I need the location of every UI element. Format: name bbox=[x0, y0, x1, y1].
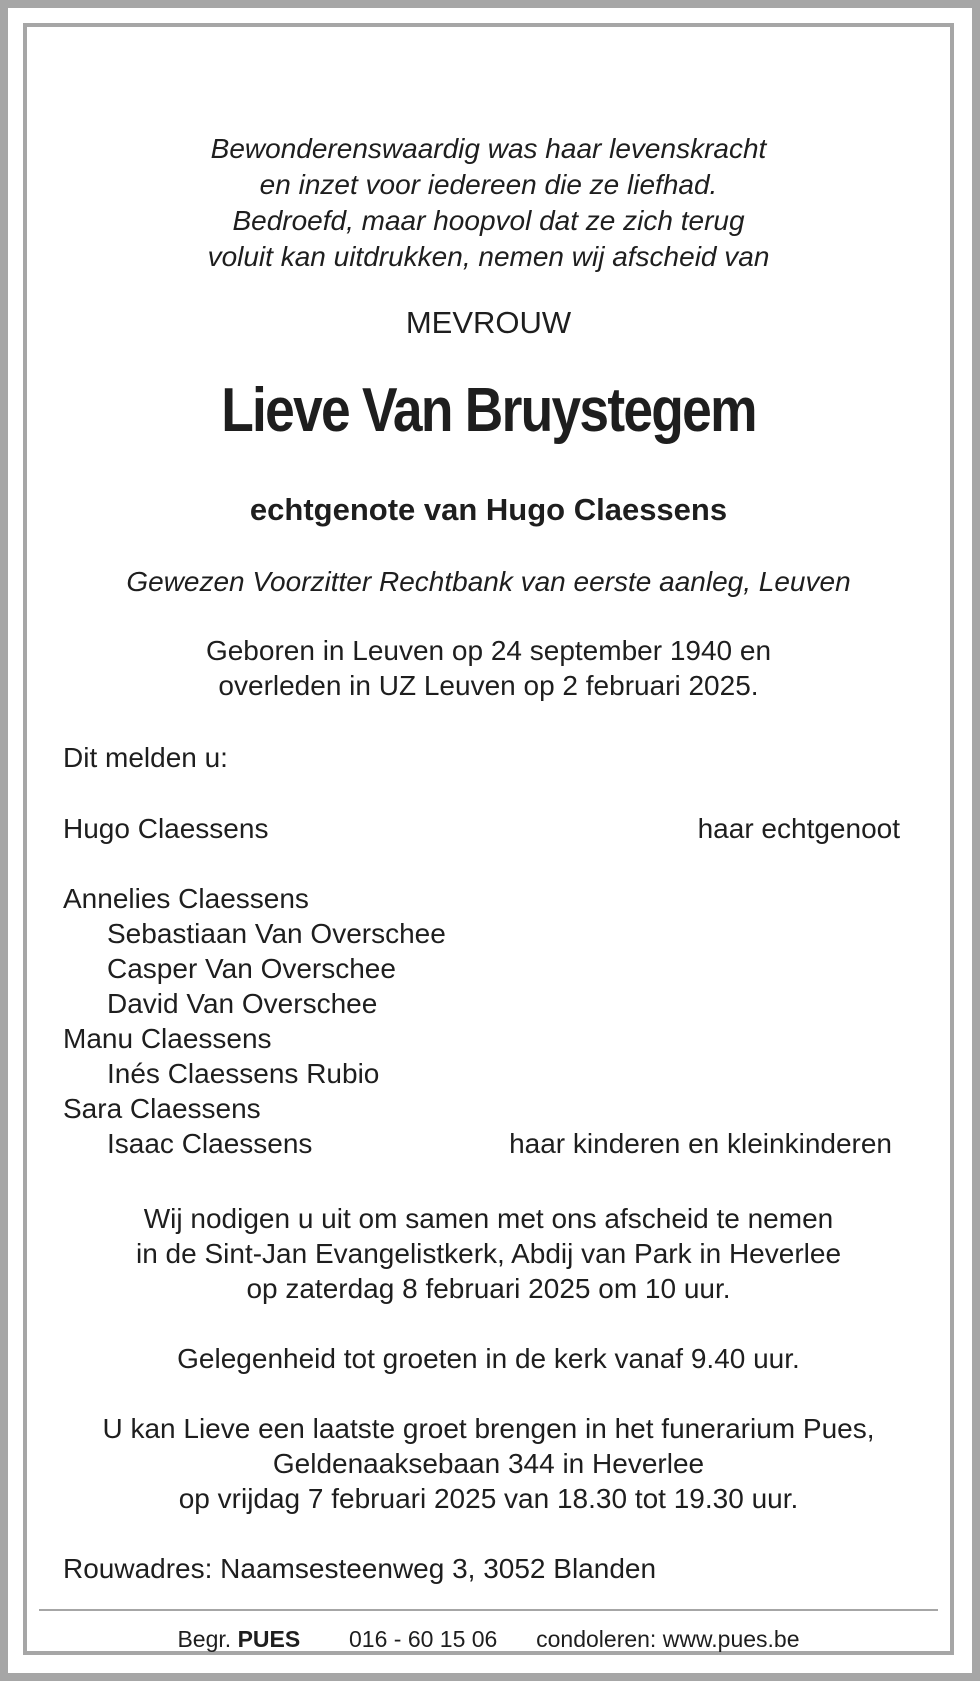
occupation: Gewezen Voorzitter Rechtbank van eerste aanleg, Leuven bbox=[126, 566, 851, 597]
intro-poem bbox=[27, 131, 950, 275]
family-member: Inés Claessens Rubio bbox=[107, 1058, 380, 1089]
page-background bbox=[8, 8, 972, 1673]
family-role: haar kinderen en kleinkinderen bbox=[509, 1128, 892, 1159]
family-member: Manu Claessens bbox=[63, 1023, 272, 1054]
footer-divider bbox=[39, 1609, 938, 1611]
undertaker-phone: 016 - 60 15 06 bbox=[349, 1626, 498, 1652]
title-prefix: MEVROUW bbox=[405, 305, 572, 340]
spouse-name: Hugo Claessens bbox=[63, 813, 269, 844]
mourning-address: Rouwadres: Naamsesteenweg 3, 3052 Blanden bbox=[63, 1553, 657, 1584]
visitation-line: Geldenaaksebaan 344 in Heverlee bbox=[272, 1448, 705, 1479]
poem-line: voluit kan uitdrukken, nemen wij afscheid van bbox=[207, 241, 770, 272]
ceremony-line: op zaterdag 8 februari 2025 om 10 uur. bbox=[246, 1273, 731, 1304]
family-member: Isaac Claessens bbox=[107, 1128, 313, 1159]
visitation-info bbox=[27, 1411, 950, 1516]
visitation-line: op vrijdag 7 februari 2025 van 18.30 tot 19.30 uur. bbox=[178, 1483, 799, 1514]
undertaker-name: PUES bbox=[237, 1626, 301, 1652]
family-member: David Van Overschee bbox=[107, 988, 378, 1019]
death-line: overleden in UZ Leuven op 2 februari 2025. bbox=[218, 670, 759, 701]
spouse-role: haar echtgenoot bbox=[697, 813, 900, 844]
birth-line: Geboren in Leuven op 24 september 1940 en bbox=[205, 635, 772, 666]
condolences-link[interactable]: condoleren: www.pues.be bbox=[536, 1626, 800, 1652]
obituary-frame bbox=[23, 23, 954, 1655]
ceremony-line: in de Sint-Jan Evangelistkerk, Abdij van Park in Heverlee bbox=[135, 1238, 842, 1269]
poem-line: en inzet voor iedereen die ze liefhad. bbox=[259, 169, 718, 200]
ceremony-info bbox=[27, 1201, 950, 1306]
family-member: Sara Claessens bbox=[63, 1093, 261, 1124]
family-member: Casper Van Overschee bbox=[107, 953, 396, 984]
spouse-line: echtgenote van Hugo Claessens bbox=[249, 492, 728, 527]
deceased-name: Lieve Van Bruystegem bbox=[221, 376, 756, 445]
undertaker-prefix: Begr. bbox=[177, 1626, 232, 1652]
footer bbox=[27, 1624, 950, 1654]
family-member: Sebastiaan Van Overschee bbox=[107, 918, 446, 949]
birth-death bbox=[27, 633, 950, 703]
poem-line: Bedroefd, maar hoopvol dat ze zich terug bbox=[232, 205, 745, 236]
family-member: Annelies Claessens bbox=[63, 883, 309, 914]
ceremony-line: Wij nodigen u uit om samen met ons afscheid te nemen bbox=[143, 1203, 834, 1234]
poem-line: Bewonderenswaardig was haar levenskracht bbox=[210, 133, 767, 164]
visitation-line: U kan Lieve een laatste groet brengen in het funerarium Pues, bbox=[102, 1413, 875, 1444]
announced-by: Dit melden u: bbox=[63, 742, 228, 773]
greeting-info: Gelegenheid tot groeten in de kerk vanaf 9.40 uur. bbox=[177, 1343, 800, 1374]
